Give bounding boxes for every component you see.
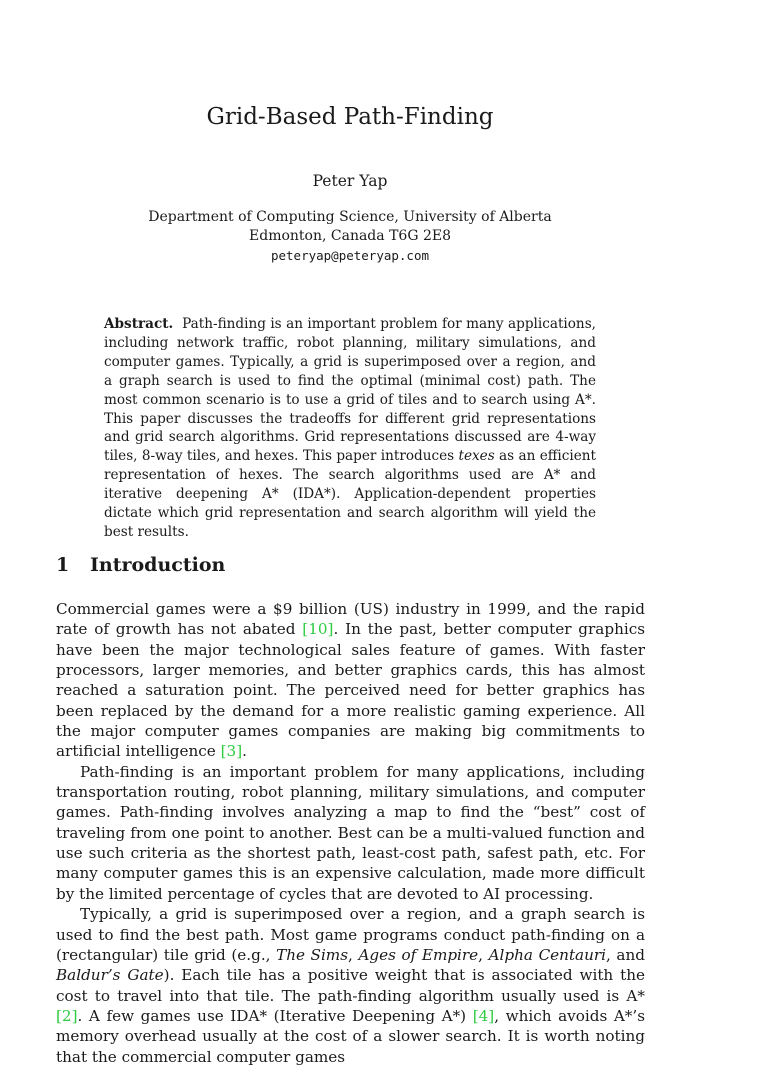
game-title-ages-of-empire: Ages of Empire [358, 945, 479, 964]
affiliation-department: Department of Computing Science, University of Alberta [148, 209, 552, 225]
citation-2[interactable]: [2] [56, 1006, 78, 1025]
affiliation-address: Edmonton, Canada T6G 2E8 [249, 228, 451, 244]
game-title-baldurs-gate: Baldur’s Gate [56, 966, 164, 985]
citation-3[interactable]: [3] [220, 742, 243, 761]
citation-4[interactable]: [4] [472, 1006, 495, 1025]
paragraph-3 [56, 904, 645, 1067]
paragraph-1-text-a: Commercial games were a $9 billion (US) industry in 1999, and the rapid rate of growth has not abated [56, 600, 645, 639]
author-name: Peter Yap [312, 172, 388, 190]
abstract-text-2: as an efficient representation of hexes. The search algorithms used are A* and iterative deepening A* (IDA*). Application-dependent properties dictate which grid representation and search algorithm will yield the best results. [104, 448, 596, 540]
separator: , [348, 945, 359, 964]
abstract [104, 315, 596, 542]
paragraph-3-text-b: ). Each tile has a positive weight that is associated with the cost to travel into that tile. The path-finding algorithm usually used is A* [56, 966, 645, 1005]
paragraph-1-text-b: . In the past, better computer graphics have been the major technological sales feature of games. With faster processors, larger memories, and better graphics cards, this has almost reached a saturation point. The perceived need for better graphics has been replaced by the demand for a more realistic gaming experience. All the major computer games companies are making big commitments to artificial intelligence [56, 620, 646, 761]
abstract-label: Abstract. [104, 316, 174, 332]
section-title: Introduction [90, 554, 226, 576]
section-heading-introduction [56, 554, 225, 576]
game-title-alpha-centauri: Alpha Centauri [488, 945, 607, 964]
affiliation-block [0, 208, 700, 265]
abstract-italic-term: texes [458, 448, 495, 465]
section-number: 1 [56, 554, 70, 576]
paragraph-1 [56, 599, 645, 762]
author-email: peteryap@peteryap.com [270, 248, 430, 263]
paragraph-3-text-a: Typically, a grid is superimposed over a region, and a graph search is used to find the best path. Most game programs conduct path-finding on a (rectangular) tile grid (e.g., [56, 905, 645, 964]
abstract-text-1: Path-finding is an important problem for many applications, including network traffic, robot planning, military simulations, and computer games. Typically, a grid is superimposed over a region, and a graph search is used to find the optimal (minimal cost) path. The most common scenario is to use a grid of tiles and to search using A*. This paper discusses the tradeoffs for different grid representations and grid search algorithms. Grid representations discussed are 4-way tiles, 8-way tiles, and hexes. This paper introduces [104, 316, 596, 465]
paragraph-2: Path-finding is an important problem for many applications, including transportation routing, robot planning, military simulations, and computer games. Path-finding involves analyzing a map to find the “best” cost of traveling from one point to another. Best can be a multi-valued function and use such criteria as the shortest path, least-cost path, safest path, etc. For many computer games this is an expensive calculation, made more difficult by the limited percentage of cycles that are devoted to AI processing. [56, 762, 645, 903]
separator: , [478, 945, 489, 964]
introduction-body [56, 599, 645, 1067]
paper-title: Grid-Based Path-Finding [206, 104, 494, 130]
separator: , and [606, 945, 645, 964]
paragraph-1-text-c: . [242, 742, 247, 761]
citation-10[interactable]: [10] [302, 620, 334, 639]
paragraph-3-text-d: , which avoids A*’s memory overhead usually at the cost of a slower search. It is worth noting that the commercial computer games [56, 1006, 646, 1066]
game-title-the-sims: The Sims [276, 945, 349, 964]
paragraph-3-text-c: . A few games use IDA* (Iterative Deepening A*) [77, 1006, 473, 1025]
